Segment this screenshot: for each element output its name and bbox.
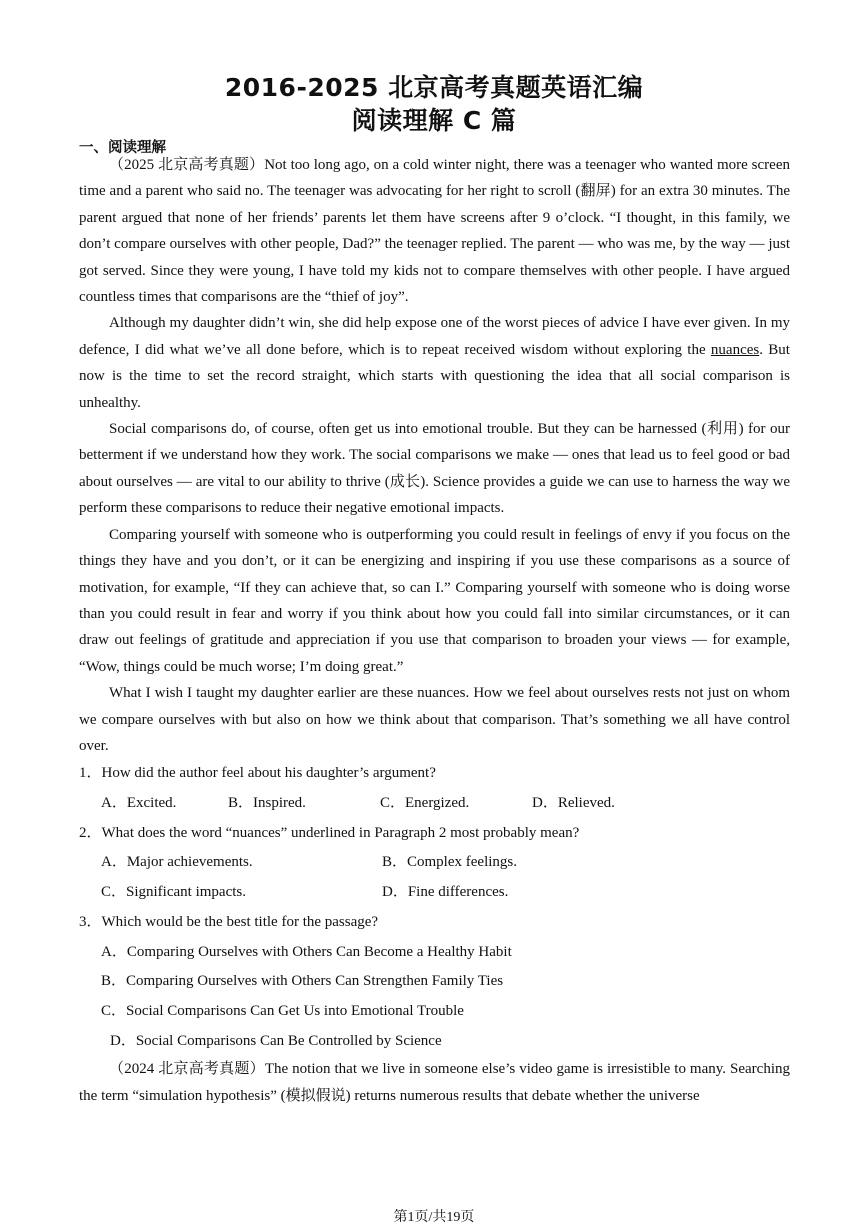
option-d: D．Relieved. (532, 795, 615, 812)
option-a: A．Excited. (101, 795, 177, 812)
option-d: D．Social Comparisons Can Be Controlled by Science (110, 1032, 442, 1049)
question-3-stem: 3．Which would be the best title for the passage? (79, 913, 379, 930)
passage1-paragraph-2 (79, 310, 790, 416)
section-heading: 一、阅读理解 (79, 140, 166, 156)
option-a: A．Major achievements. (101, 854, 253, 871)
question-2-options (79, 848, 790, 907)
option-b: B．Comparing Ourselves with Others Can Strengthen Family Ties (101, 973, 504, 990)
question-1-stem: 1．How did the author feel about his daughter’s argument? (79, 765, 436, 782)
option-c: C．Social Comparisons Can Get Us into Emotional Trouble (101, 1002, 464, 1019)
document-subtitle: 阅读理解 C 篇 (351, 106, 517, 135)
passage1-paragraph-4: Comparing yourself with someone who is outperforming you could result in feelings of envy if you focus on the things they have and you don’t, or it can be energizing and inspiring if you use these comparisons as a source of motivation, for example, “If they can achieve that, so can I.” Comparing yourself with someone who is doing worse than you could result in fear and worry if you think about how you could fall into similar circumstances, or it can draw out feelings of gratitude and appreciation if you use that comparison to broaden your views — for example, “Wow, things could be much worse; I’m doing great.” (79, 526, 790, 675)
document-body (79, 152, 790, 1109)
question-list (79, 759, 790, 1056)
option-c: C．Significant impacts. (101, 884, 246, 901)
passage2-paragraph-1: （2024 北京高考真题）The notion that we live in someone else’s video game is irresistible to many. Searching the term “simulation hypothesis” (模拟假说) returns numerous results that debate whether the universe (79, 1061, 790, 1104)
option-b: B．Inspired. (228, 795, 306, 812)
option-c: C．Energized. (380, 795, 470, 812)
question-1-options (79, 789, 790, 819)
question-2-stem: 2．What does the word “nuances” underlined in Paragraph 2 most probably mean? (79, 824, 580, 841)
option-a: A．Comparing Ourselves with Others Can Become a Healthy Habit (101, 943, 512, 960)
passage1-paragraph-3: Social comparisons do, of course, often get us into emotional trouble. But they can be harnessed (利用) for our betterment if we understand how they work. The social comparisons we make — ones that lead us to feel good or bad about ourselves — are vital to our ability to thrive (成长). Science provides a guide we can use to harness the way we perform these comparisons to reduce their negative emotional impacts. (79, 421, 790, 517)
document-title: 2016-2025 北京高考真题英语汇编 (224, 73, 644, 102)
option-d: D．Fine differences. (382, 884, 509, 901)
passage1-paragraph-5: What I wish I taught my daughter earlier are these nuances. How we feel about ourselves rests not just on whom we compare ourselves with but also on how we think about that comparison. That’s something we all have control over. (79, 685, 790, 754)
option-b: B．Complex feelings. (382, 854, 517, 871)
paragraph-2-text-before: Although my daughter didn’t win, she did help expose one of the worst pieces of advice I have ever given. In my defence, I did what we’ve all done before, which is to repeat received wisdom without exploring the (79, 315, 790, 358)
paragraph-2-text-after: . But now is the time to set the record straight, which starts with questioning the idea that all social comparison is unhealthy. (79, 341, 790, 411)
underlined-word-nuances: nuances (710, 341, 760, 358)
passage1-paragraph-1: （2025 北京高考真题）Not too long ago, on a cold winter night, there was a teenager who wanted more screen time and a parent who said no. The teenager was advocating for her right to scroll (翻屏) for an extra 30 minutes. The parent argued that none of her friends’ parents let them have screens after 9 o’clock. “I thought, in this family, we don’t compare ourselves with other people, Dad?” the teenager replied. The parent — who was me, by the way — just got served. Since they were young, I have told my kids not to compare themselves with other people. I have argued countless times that comparisons are the “thief of joy”. (79, 157, 790, 306)
page-number: 第1页/共19页 (393, 1210, 475, 1225)
